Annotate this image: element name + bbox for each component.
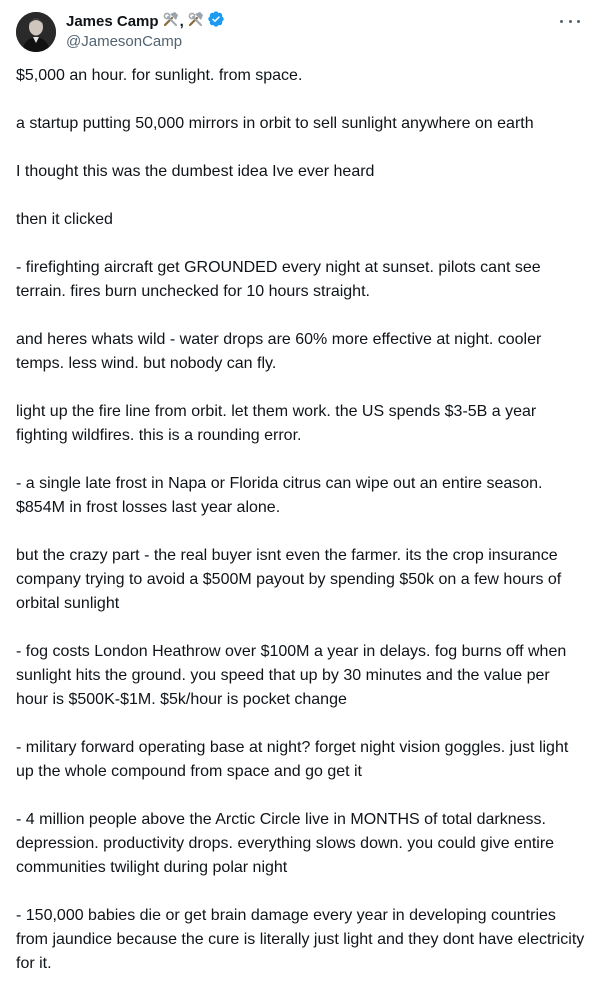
tweet-paragraph: - firefighting aircraft get GROUNDED every night at sunset. pilots cant see terrain. fires burn unchecked for 10 hours straight.	[16, 259, 541, 300]
verified-badge-icon	[207, 10, 225, 33]
tools-icon	[187, 11, 204, 33]
tweet-paragraph: - fog costs London Heathrow over $100M a year in delays. fog burns off when sunlight hits the ground. you speed that up by 30 minutes and the value per hour is $500K-$1M. $5k/hour is pocket change	[16, 643, 567, 708]
tweet-paragraph: then it clicked	[16, 211, 113, 228]
more-dot-icon	[577, 20, 580, 23]
user-handle[interactable]: @JamesonCamp	[66, 33, 183, 50]
avatar-photo-icon	[16, 12, 56, 52]
more-dot-icon	[560, 20, 563, 23]
tools-icon	[162, 11, 179, 33]
tweet-text	[16, 64, 586, 1000]
tweet-paragraph: - military forward operating base at night? forget night vision goggles. just light up the whole compound from space and go get it	[16, 739, 569, 780]
avatar[interactable]	[16, 12, 56, 52]
tweet-paragraph: - 150,000 babies die or get brain damage every year in developing countries from jaundice because the cure is literally just light and they dont have electricity for it.	[16, 907, 585, 972]
more-dot-icon	[569, 20, 572, 23]
tweet-paragraph: and heres whats wild - water drops are 60% more effective at night. cooler temps. less wind. but nobody can fly.	[16, 331, 542, 372]
more-options-button[interactable]	[560, 14, 580, 28]
tweet-paragraph: $5,000 an hour. for sunlight. from space.	[16, 67, 303, 84]
tweet-paragraph: a startup putting 50,000 mirrors in orbit to sell sunlight anywhere on earth	[16, 115, 534, 132]
tweet-paragraph: I thought this was the dumbest idea Ive ever heard	[16, 163, 375, 180]
tweet-paragraph: but the crazy part - the real buyer isnt even the farmer. its the crop insurance company trying to avoid a $500M payout by spending $50k on a few hours of orbital sunlight	[16, 547, 562, 612]
name-row	[66, 12, 550, 31]
tweet-paragraph: - 4 million people above the Arctic Circle live in MONTHS of total darkness. depression. productivity drops. everything slows down. you could give entire communities twilight during polar night	[16, 811, 555, 876]
author-block	[66, 12, 550, 51]
name-separator: ,	[179, 13, 184, 30]
tweet-paragraph: light up the fire line from orbit. let them work. the US spends $3-5B a year fighting wildfires. this is a rounding error.	[16, 403, 537, 444]
tweet-paragraph: - a single late frost in Napa or Florida citrus can wipe out an entire season. $854M in frost losses last year alone.	[16, 475, 543, 516]
display-name[interactable]: James Camp	[66, 13, 159, 30]
